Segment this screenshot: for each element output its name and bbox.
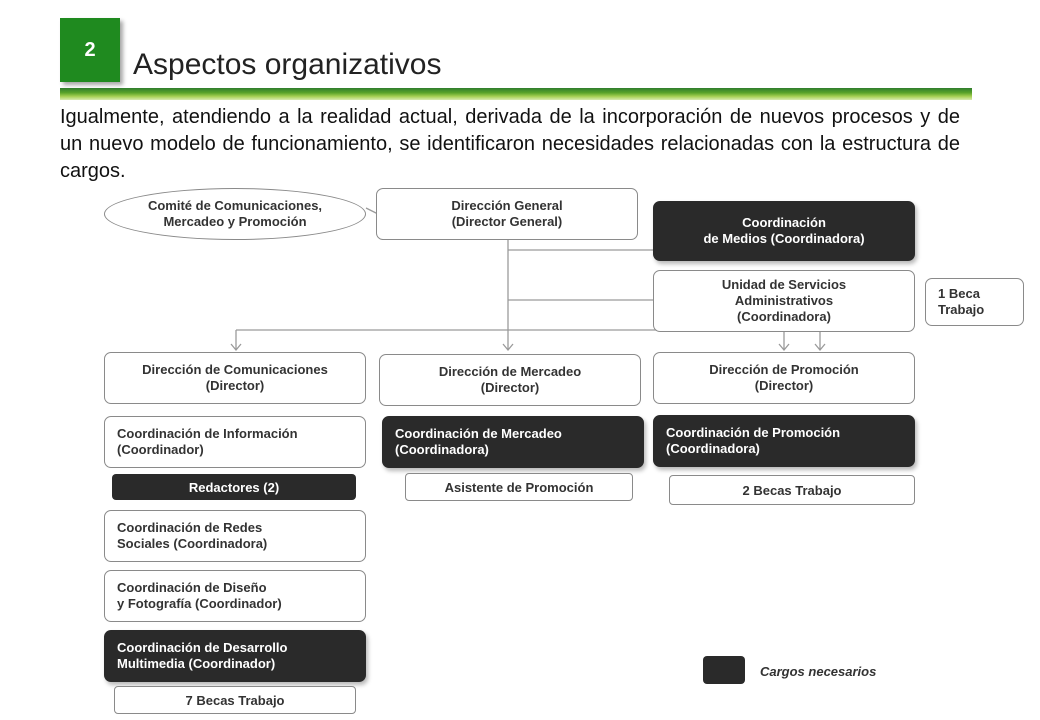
direccion-general-box: Dirección General (Director General) <box>376 188 638 240</box>
intro-paragraph: Igualmente, atendiendo a la realidad actual, derivada de la incorporación de nuevos procesos y de un nuevo modelo de funcionamiento, se identificaron necesidades relacionadas con la estructura de cargos. <box>60 106 960 182</box>
unidad-servicios-box: Unidad de Servicios Administrativos (Coordinadora) <box>653 270 915 332</box>
coord-informacion-box: Coordinación de Información (Coordinador) <box>104 416 366 468</box>
redactores-box: Redactores (2) <box>112 474 356 500</box>
committee-oval: Comité de Comunicaciones, Mercadeo y Promoción <box>104 188 366 240</box>
legend-label: Cargos necesarios <box>760 664 877 679</box>
slide-title: Aspectos organizativos <box>133 48 442 81</box>
slide-number-badge: 2 <box>60 18 120 82</box>
dir-mercadeo-box: Dirección de Mercadeo (Director) <box>379 354 641 406</box>
coord-multimedia-box: Coordinación de Desarrollo Multimedia (Coordinador) <box>104 630 366 682</box>
becas-comunicaciones-box: 7 Becas Trabajo <box>114 686 356 714</box>
dir-promocion-box: Dirección de Promoción (Director) <box>653 352 915 404</box>
coord-redes-box: Coordinación de Redes Sociales (Coordinadora) <box>104 510 366 562</box>
coord-diseno-box: Coordinación de Diseño y Fotografía (Coordinador) <box>104 570 366 622</box>
becas-promocion-box: 2 Becas Trabajo <box>669 475 915 505</box>
coord-medios-box: Coordinación de Medios (Coordinadora) <box>653 201 915 261</box>
coord-mercadeo-box: Coordinación de Mercadeo (Coordinadora) <box>382 416 644 468</box>
asistente-promocion-box: Asistente de Promoción <box>405 473 633 501</box>
legend-swatch <box>703 656 745 684</box>
dir-comunicaciones-box: Dirección de Comunicaciones (Director) <box>104 352 366 404</box>
coord-promocion-box: Coordinación de Promoción (Coordinadora) <box>653 415 915 467</box>
beca-unidad-box: 1 Beca Trabajo <box>925 278 1024 326</box>
